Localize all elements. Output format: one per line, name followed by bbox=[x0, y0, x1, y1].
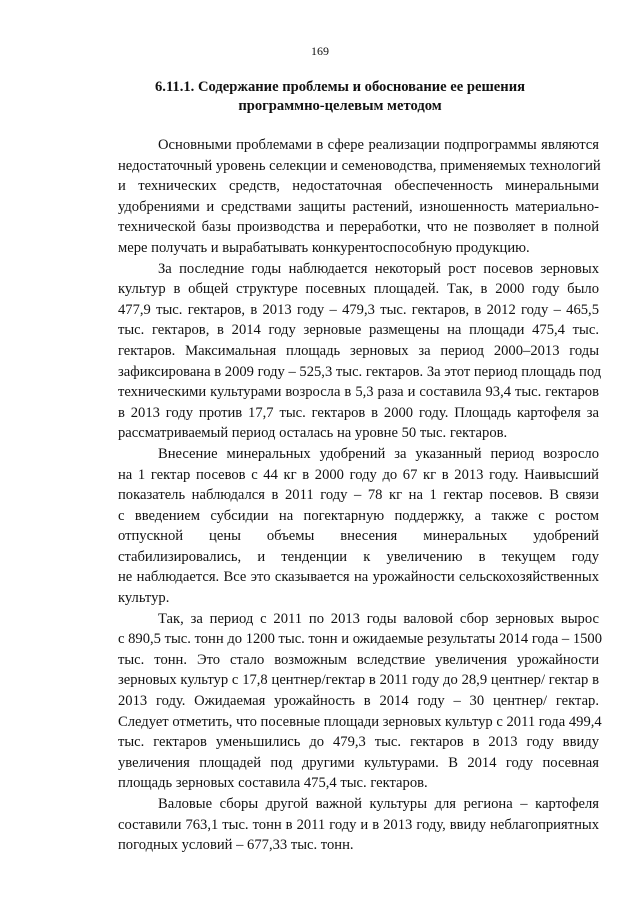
paragraph-line: мере получать и вырабатывать конкурентоспособную продукцию. bbox=[118, 239, 530, 256]
section-heading bbox=[100, 78, 580, 116]
paragraph-line: с введением субсидии на погектарную поддержку, а также с ростом bbox=[118, 507, 599, 524]
paragraph-line: гектаров. Максимальная площадь зерновых за период 2000–2013 годы bbox=[118, 342, 599, 359]
paragraph-line: стабилизировались, и тенденции к увеличению в текущем году bbox=[118, 548, 599, 565]
paragraph-line: удобрениями и средствами защиты растений, изношенность материально- bbox=[118, 198, 599, 215]
paragraph-line: тыс. гектаров уменьшились до 479,3 тыс. гектаров в 2013 году ввиду bbox=[118, 734, 599, 751]
paragraph-line: культур. bbox=[118, 590, 170, 607]
paragraph-line: и технических средств, недостаточная обеспеченность минеральными bbox=[118, 178, 599, 195]
paragraph-line: отпускной цены объемы внесения минеральных удобрений bbox=[118, 528, 599, 545]
paragraph-line: площадь зерновых составила 475,4 тыс. гектаров. bbox=[118, 775, 428, 792]
paragraph-line: показатель наблюдался в 2011 году – 78 кг на 1 гектар посевов. В связи bbox=[118, 487, 599, 504]
paragraph-line: культур в общей структуре посевных площадей. Так, в 2000 году было bbox=[118, 281, 599, 298]
paragraph bbox=[118, 794, 599, 856]
page-number: 169 bbox=[311, 44, 329, 58]
paragraph bbox=[118, 609, 603, 794]
paragraph-line: Так, за период с 2011 по 2013 годы валовой сбор зерновых вырос bbox=[158, 610, 599, 627]
body-text bbox=[118, 135, 603, 856]
paragraph-line: с 890,5 тыс. тонн до 1200 тыс. тонн и ожидаемые результаты 2014 года – 1500 bbox=[118, 631, 603, 648]
paragraph-line: 477,9 тыс. гектаров, в 2013 году – 479,3 тыс. гектаров, в 2012 году – 465,5 bbox=[118, 301, 599, 318]
paragraph-line: Валовые сборы другой важной культуры для региона – картофеля bbox=[158, 796, 599, 812]
paragraph-line: не наблюдается. Все это сказывается на урожайности сельскохозяйственных bbox=[118, 569, 599, 586]
paragraph-line: на 1 гектар посевов с 44 кг в 2000 году до 67 кг в 2013 году. Наивысший bbox=[118, 466, 599, 483]
paragraph-line: техническими культурами возросла в 5,3 раза и составила 93,4 тыс. гектаров bbox=[118, 384, 599, 401]
paragraph-line: Следует отметить, что посевные площади зерновых культур с 2011 года 499,4 bbox=[118, 713, 602, 730]
section-heading-line-1: 6.11.1. Содержание проблемы и обоснование ее решения bbox=[155, 79, 525, 95]
paragraph-line: Внесение минеральных удобрений за указанный период возросло bbox=[158, 445, 599, 462]
paragraph-line: зерновых культур с 17,8 центнер/гектар в 2011 году до 28,9 центнер/ гектар в bbox=[118, 672, 599, 689]
paragraph-line: рассматриваемый период осталась на уровне 50 тыс. гектаров. bbox=[118, 425, 508, 442]
paragraph-line: увеличения площадей под другими культурами. В 2014 году посевная bbox=[118, 754, 599, 771]
section-heading-line-2: программно-целевым методом bbox=[238, 98, 442, 114]
paragraph-line: составили 763,1 тыс. тонн в 2011 году и в 2013 году, ввиду неблагоприятных bbox=[118, 816, 599, 833]
paragraph-line: За последние годы наблюдается некоторый рост посевов зерновых bbox=[158, 260, 599, 277]
paragraph-line: в 2013 году против 17,7 тыс. гектаров в 2000 году. Площадь картофеля за bbox=[118, 404, 599, 421]
paragraph-line: погодных условий – 677,33 тыс. тонн. bbox=[118, 837, 354, 854]
paragraph-line: 2013 году. Ожидаемая урожайность в 2014 году – 30 центнер/ гектар. bbox=[118, 693, 599, 710]
paragraph-line: недостаточный уровень селекции и семеноводства, применяемых технологий bbox=[118, 157, 601, 174]
paragraph-line: тыс. тонн. Это стало возможным вследствие увеличения урожайности bbox=[118, 651, 599, 668]
paragraph-line: технической базы производства и переработки, что не позволяет в полной bbox=[118, 219, 599, 236]
paragraph bbox=[118, 444, 599, 609]
paragraph-line: тыс. гектаров, в 2014 году зерновые размещены на площади 475,4 тыс. bbox=[118, 322, 599, 339]
paragraph bbox=[118, 135, 599, 259]
paragraph bbox=[118, 259, 602, 444]
paragraph-line: зафиксирована в 2009 году – 525,3 тыс. гектаров. За этот период площадь под bbox=[118, 363, 602, 380]
paragraph-line: Основными проблемами в сфере реализации подпрограммы являются bbox=[158, 137, 599, 153]
